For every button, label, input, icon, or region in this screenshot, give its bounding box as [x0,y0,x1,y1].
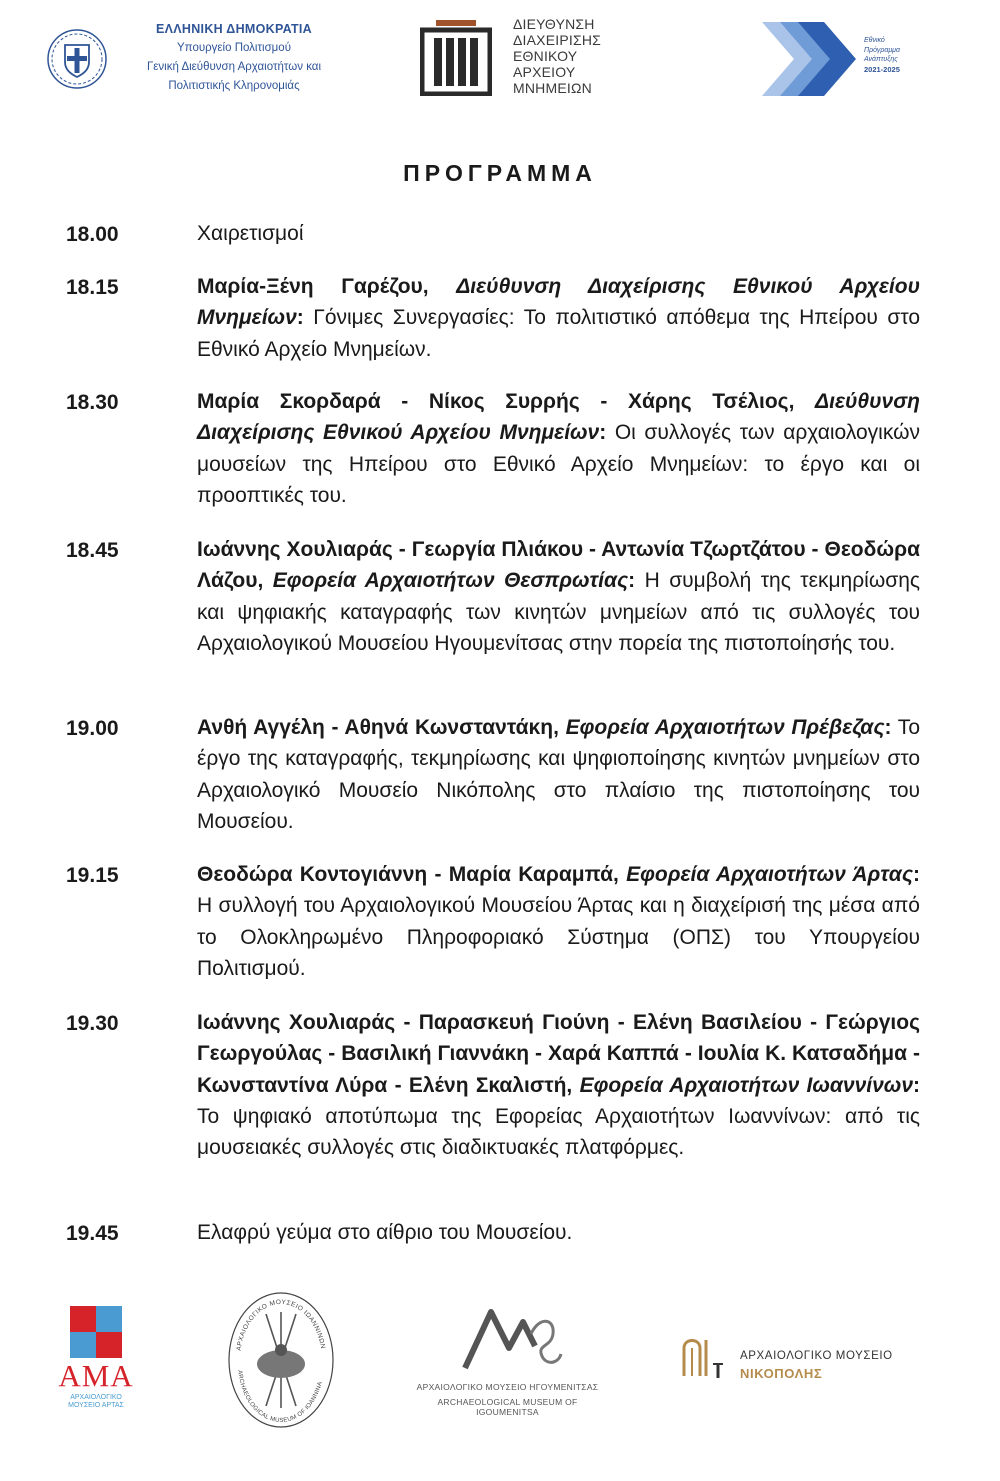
nikopolis-line-1: ΑΡΧΑΙΟΛΟΓΙΚΟ ΜΟΥΣΕΙΟ [740,1350,893,1362]
ama-square-red [70,1306,96,1332]
ioannina-english-text: ARCHAEOLOGICAL MUSEUM OF IOANNINA [236,1369,324,1425]
organization: Εφορεία Αρχαιοτήτων Θεσπρωτίας [272,569,629,593]
development-program-logo [760,18,930,102]
nikopolis-mark-icon [680,1334,736,1380]
chevron-arrows-icon [760,18,860,100]
schedule-text: Χαιρετισμοί [197,222,304,245]
ministry-line-3: Γενική Διεύθυνση Αρχαιοτήτων και [146,61,322,73]
schedule-time: 18.30 [66,391,119,414]
speakers: Θεοδώρα Κοντογιάννη - Μαρία Καραμπά, [197,863,627,886]
organization: Εφορεία Αρχαιοτήτων Άρτας [626,863,914,886]
colon: : [599,421,607,445]
speakers: Ιωάννης Χουλιαράς - Παρασκευή Γιούνη - Ελένη Βασιλείου - Γεώργιος Γεωργούλας - Βασιλική Γιαννάκη - Χαρά Καππά - Ιουλία Κ. Κατσαδήμα - Κωνσταντίνα Λύρα - Ελένη Σκαλιστή, [197,1011,920,1097]
archive-columns-icon [420,20,492,96]
ministry-logo [44,18,324,98]
nikopolis-museum-logo [680,1330,920,1386]
archive-line-3: ΕΘΝΙΚΟΥ [513,48,578,64]
schedule-body [197,271,920,365]
schedule-time: 18.45 [66,539,119,562]
schedule-body [197,712,920,837]
igoumenitsa-english-text: ARCHAEOLOGICAL MUSEUM OF IGOUMENITSA [437,1397,578,1417]
ama-sub-2: ΜΟΥΣΕΙΟ ΑΡΤΑΣ [68,1402,124,1409]
igoumenitsa-mark-icon [457,1304,567,1376]
speakers: Ανθή Αγγέλη - Αθηνά Κωνσταντάκη, [197,716,566,739]
speakers: Μαρία Σκορδαρά - Νίκος Συρρής - Χάρης Τσέλιος, [197,390,816,413]
organization: Εφορεία Αρχαιοτήτων Ιωαννίνων [579,1073,914,1097]
ioannina-museum-seal-icon [226,1290,336,1430]
schedule-body [197,534,920,659]
schedule-body [197,1007,920,1163]
organization: Διεύθυνση Διαχείρισης Εθνικού Αρχείου Μνημείων [197,275,920,330]
ama-museum-logo [52,1306,142,1412]
organization: Διεύθυνση Διαχείρισης Εθνικού Αρχείου Μνημείων [197,390,920,445]
talk-topic: Γόνιμες Συνεργασίες: Το πολιτιστικό απόθεμα της Ηπείρου στο Εθνικό Αρχείο Μνημείων. [197,306,920,361]
speakers: Μαρία-Ξένη Γαρέζου, [197,275,457,298]
talk-topic: Η συμβολή της τεκμηρίωσης και ψηφιακής καταγραφής των κινητών μνημείων από τις συλλογές του Αρχαιολογικού Μουσείου Ηγουμενίτσας στην πορεία της πιστοποίησής του. [197,569,920,655]
archive-logo [420,14,650,100]
nikopolis-line-2: ΝΙΚΟΠΟΛΗΣ [740,1366,823,1381]
colon: : [296,306,304,330]
talk-topic: Το ψηφιακό αποτύπωμα της Εφορείας Αρχαιοτήτων Ιωαννίνων: από τις μουσειακές συλλογές στις διαδικτυακές πλατφόρμες. [197,1104,920,1160]
schedule-time: 19.15 [66,864,119,887]
colon: : [913,1073,921,1097]
page-title: ΠΡΟΓΡΑΜΜΑ [403,160,597,186]
program-line-1: Εθνικό [864,37,885,44]
schedule-time: 19.30 [66,1012,119,1035]
ioannina-greek-text: ΑΡΧΑΙΟΛΟΓΙΚΟ ΜΟΥΣΕΙΟ ΙΩΑΝΝΙΝΩΝ [235,1298,327,1352]
archive-line-5: ΜΝΗΜΕΙΩΝ [513,80,592,96]
schedule-body [197,859,920,984]
program-line-3: Ανάπτυξης [864,56,898,63]
program-years: 2021-2025 [864,64,900,74]
ama-square-blue [96,1306,122,1332]
schedule-text: Ελαφρύ γεύμα στο αίθριο του Μουσείου. [197,1221,573,1244]
colon: : [628,569,636,593]
ama-name: ΑΜΑ [58,1358,134,1393]
schedule-time: 19.45 [66,1222,119,1245]
ama-sub-1: ΑΡΧΑΙΟΛΟΓΙΚΟ [70,1394,122,1401]
speakers: Ιωάννης Χουλιαράς - Γεωργία Πλιάκου - Αντωνία Τζωρτζάτου - Θεοδώρα Λάζου, [197,538,920,593]
archive-line-1: ΔΙΕΥΘΥΝΣΗ [513,16,595,32]
colon: : [913,863,921,886]
schedule-time: 19.00 [66,717,119,740]
talk-topic: Οι συλλογές των αρχαιολογικών μουσείων της Ηπείρου στο Εθνικό Αρχείο Μνημείων: το έργο και οι προοπτικές του. [197,421,920,507]
ministry-line-1: ΕΛΛΗΝΙΚΗ ΔΗΜΟΚΡΑΤΙΑ [155,22,312,36]
ministry-line-2: Υπουργείο Πολιτισμού [177,42,291,54]
igoumenitsa-museum-logo [405,1304,610,1417]
talk-topic: Το έργο της καταγραφής, τεκμηρίωσης και ψηφιοποίησης κινητών μνημείων στο Αρχαιολογικό Μουσείο Νικόπολης στο πλαίσιο της πιστοποίησης του Μουσείου. [197,716,921,833]
schedule-time: 18.15 [66,276,119,299]
program-line-2: Πρόγραμμα [864,46,901,54]
ama-square-red-2 [96,1332,122,1358]
schedule-body [197,386,920,511]
archive-line-4: ΑΡΧΕΙΟΥ [513,64,576,80]
ama-square-blue-2 [70,1332,96,1358]
igoumenitsa-greek-text: ΑΡΧΑΙΟΛΟΓΙΚΟ ΜΟΥΣΕΙΟ ΗΓΟΥΜΕΝΙΤΣΑΣ [416,1382,599,1392]
greek-coat-of-arms-icon [46,28,108,90]
ministry-line-4: Πολιτιστικής Κληρονομιάς [168,80,300,92]
organization: Εφορεία Αρχαιοτήτων Πρέβεζας [565,716,885,739]
archive-line-2: ΔΙΑΧΕΙΡΙΣΗΣ [513,32,601,48]
colon: : [884,716,892,739]
schedule-time: 18.00 [66,223,119,246]
talk-topic: Η συλλογή του Αρχαιολογικού Μουσείου Άρτας και η διαχείρισή της μέσα από το Ολοκληρωμένο Πληροφοριακό Σύστημα (ΟΠΣ) του Υπουργείου Πολιτισμού. [197,894,920,980]
